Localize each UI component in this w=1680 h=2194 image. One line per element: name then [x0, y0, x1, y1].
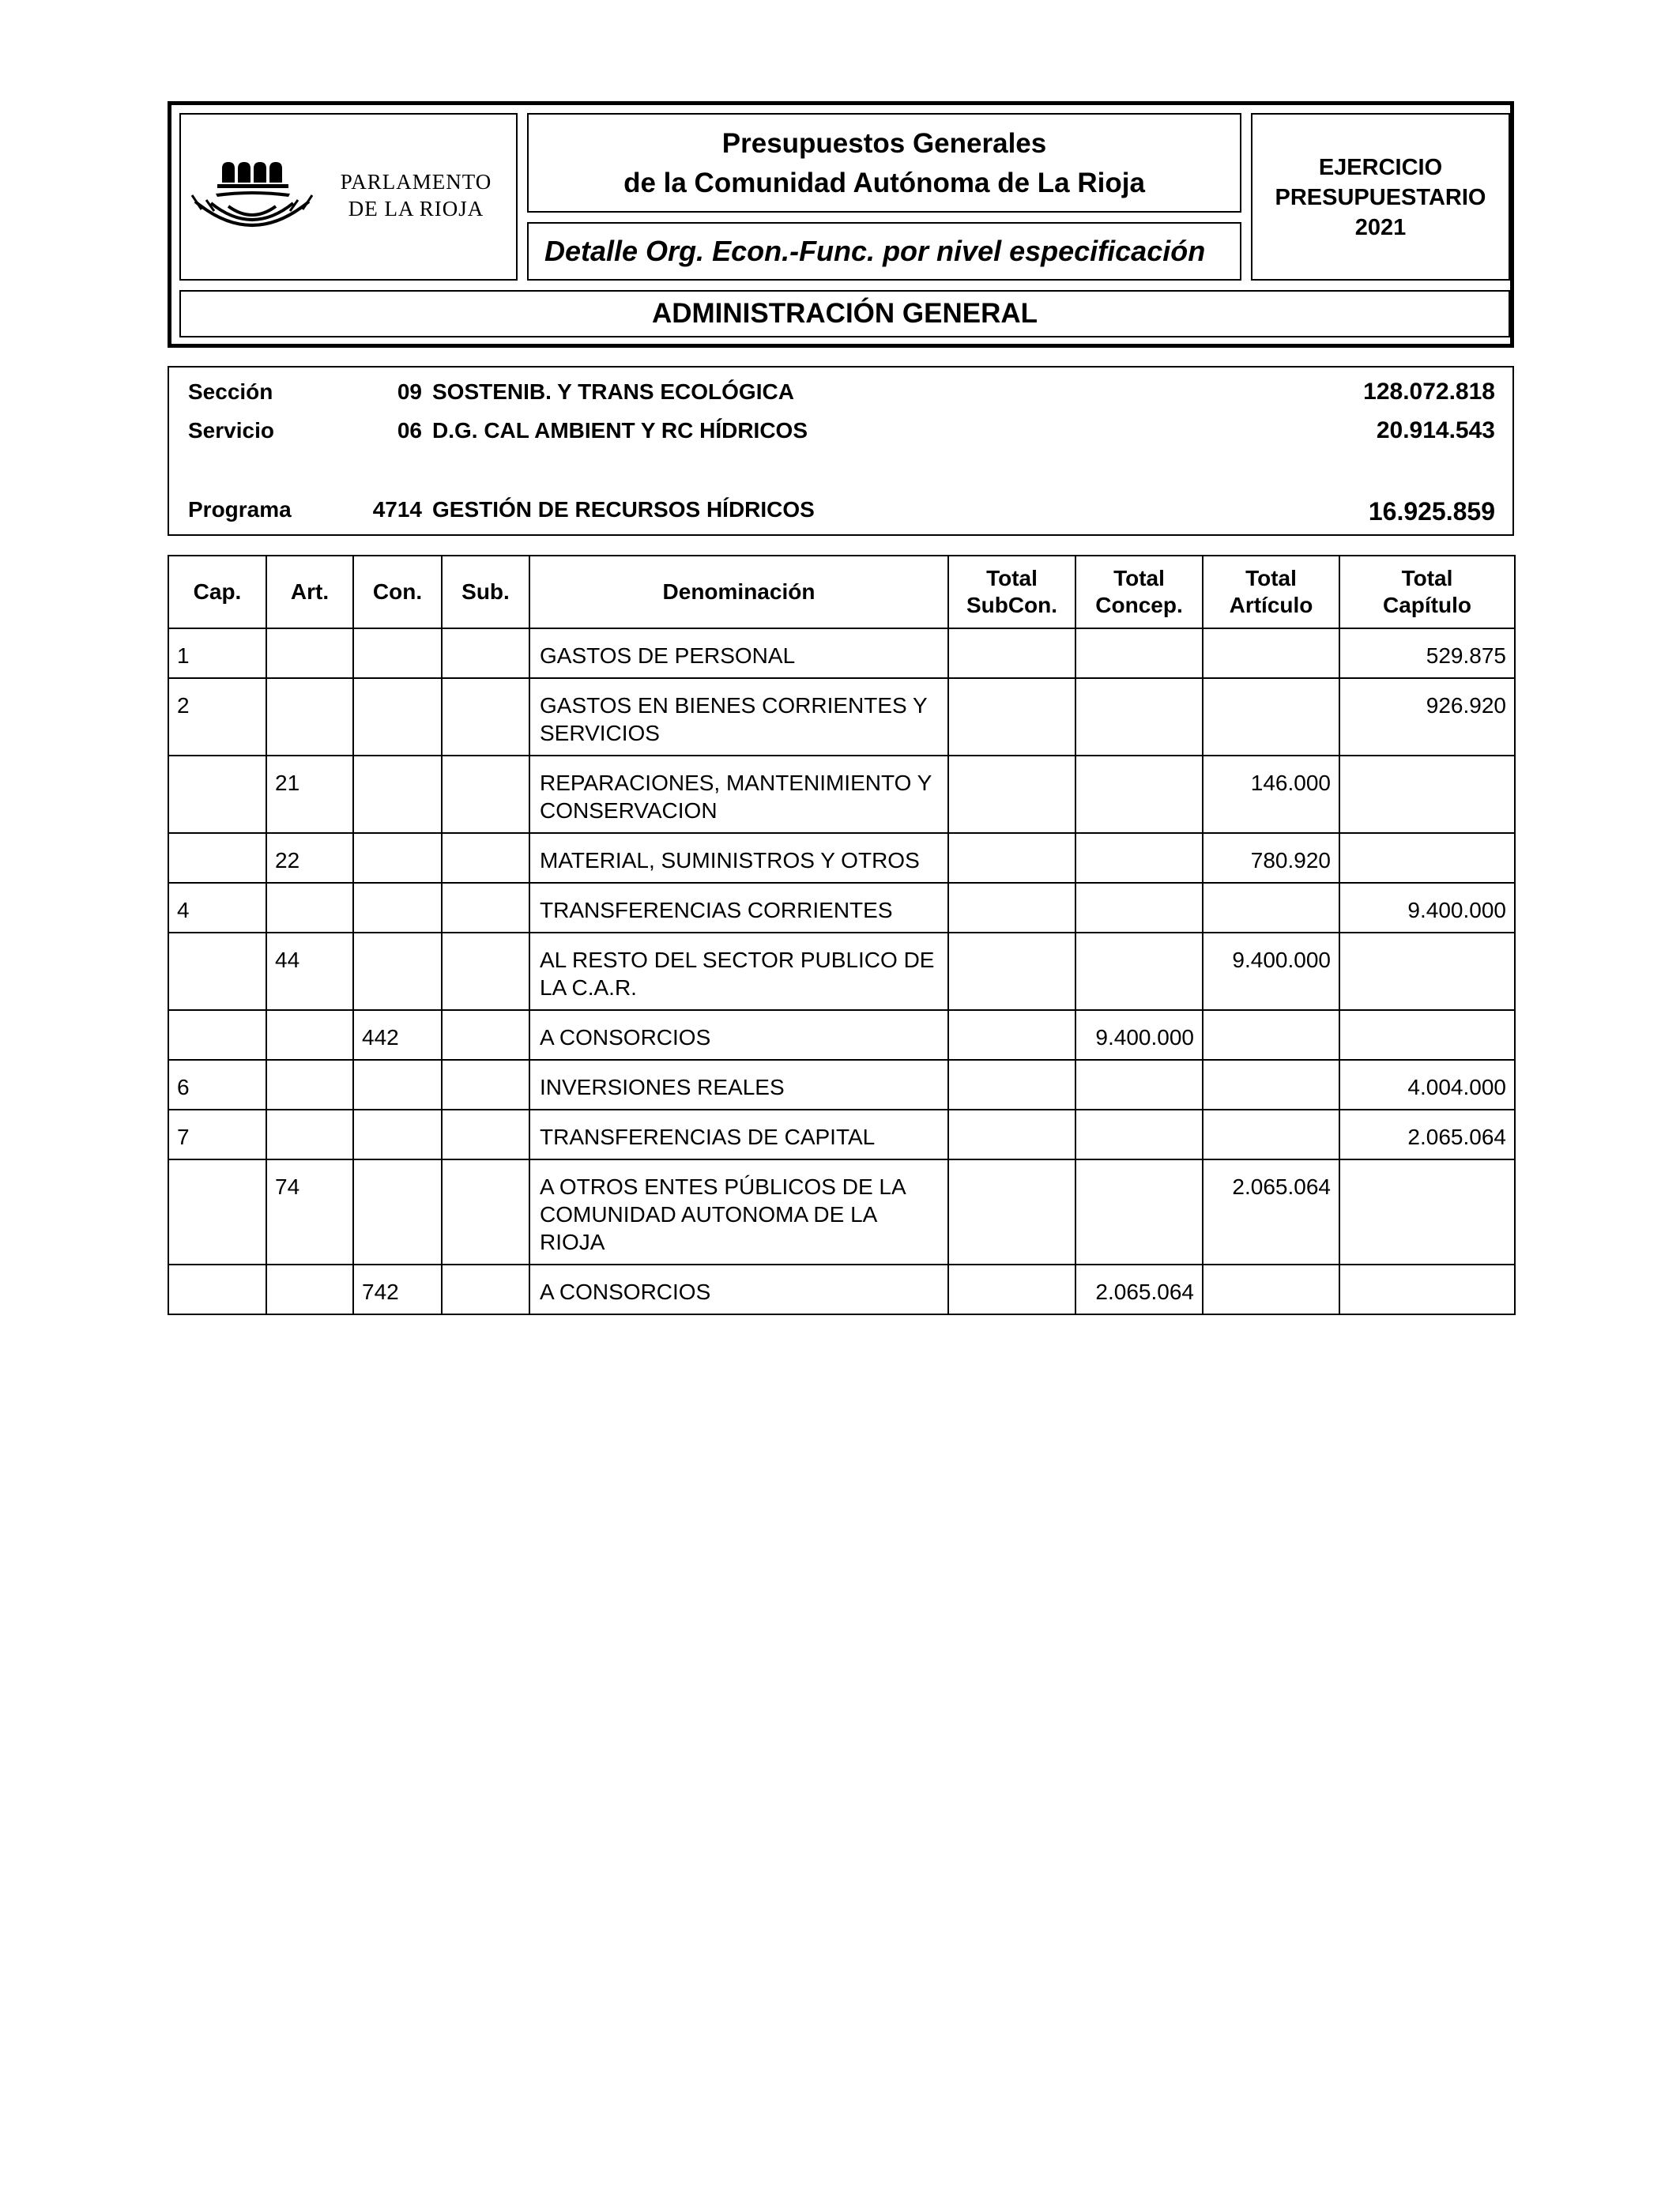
- servicio-label: Servicio: [188, 418, 274, 443]
- title-line1: Presupuestos Generales: [721, 128, 1047, 159]
- cell-total-articulo: [1203, 1060, 1339, 1110]
- cell-cap: 6: [168, 1060, 266, 1110]
- cell-total-capitulo: 4.004.000: [1339, 1060, 1515, 1110]
- parliament-name-line1: PARLAMENTO: [340, 170, 492, 194]
- cell-total-articulo: [1203, 1110, 1339, 1159]
- table-row: [168, 1010, 1515, 1060]
- cell-total-concep: [1075, 756, 1203, 833]
- cell-total-articulo: [1203, 1010, 1339, 1060]
- cell-total-concep: [1075, 678, 1203, 756]
- cell-denominacion: INVERSIONES REALES: [529, 1060, 948, 1110]
- ejercicio-box: [1251, 113, 1510, 281]
- cell-sub: [442, 1010, 529, 1060]
- col-header-con: Con.: [353, 556, 442, 628]
- logo-box: [179, 113, 518, 281]
- presupuestario-label: PRESUPUESTARIO: [1275, 185, 1486, 210]
- cell-total-subcon: [948, 1265, 1075, 1314]
- cell-art: 21: [266, 756, 353, 833]
- cell-cap: [168, 1010, 266, 1060]
- cell-total-subcon: [948, 833, 1075, 883]
- cell-total-concep: 9.400.000: [1075, 1010, 1203, 1060]
- cell-total-capitulo: 529.875: [1339, 628, 1515, 678]
- cell-cap: [168, 1159, 266, 1265]
- cell-cap: [168, 1265, 266, 1314]
- cell-art: [266, 678, 353, 756]
- cell-total-concep: [1075, 628, 1203, 678]
- cell-sub: [442, 678, 529, 756]
- cell-total-articulo: 146.000: [1203, 756, 1339, 833]
- parliament-name-line2: DE LA RIOJA: [348, 197, 484, 221]
- cell-cap: [168, 756, 266, 833]
- cell-total-capitulo: [1339, 1010, 1515, 1060]
- cell-total-capitulo: 926.920: [1339, 678, 1515, 756]
- cell-denominacion: AL RESTO DEL SECTOR PUBLICO DE LA C.A.R.: [529, 933, 948, 1010]
- cell-total-articulo: 780.920: [1203, 833, 1339, 883]
- cell-sub: [442, 1060, 529, 1110]
- cell-total-capitulo: 9.400.000: [1339, 883, 1515, 933]
- cell-denominacion: GASTOS EN BIENES CORRIENTES Y SERVICIOS: [529, 678, 948, 756]
- cell-total-concep: [1075, 1159, 1203, 1265]
- cell-total-subcon: [948, 883, 1075, 933]
- cell-cap: [168, 933, 266, 1010]
- table-row: [168, 756, 1515, 833]
- cell-sub: [442, 628, 529, 678]
- cell-total-subcon: [948, 933, 1075, 1010]
- cell-con: [353, 628, 442, 678]
- programa-label: Programa: [188, 497, 292, 522]
- cell-total-articulo: [1203, 883, 1339, 933]
- table-row: [168, 1060, 1515, 1110]
- cell-con: [353, 933, 442, 1010]
- table-row: [168, 883, 1515, 933]
- table-row: [168, 678, 1515, 756]
- cell-total-concep: [1075, 1110, 1203, 1159]
- cell-denominacion: MATERIAL, SUMINISTROS Y OTROS: [529, 833, 948, 883]
- admin-title: ADMINISTRACIÓN GENERAL: [651, 298, 1038, 329]
- col-header-denominacion: Denominación: [529, 556, 948, 628]
- cell-con: [353, 1110, 442, 1159]
- document-header: [168, 101, 1514, 348]
- table-row: [168, 628, 1515, 678]
- cell-art: [266, 628, 353, 678]
- seccion-code: 09: [397, 379, 422, 404]
- cell-art: [266, 1110, 353, 1159]
- cell-total-capitulo: [1339, 1159, 1515, 1265]
- servicio-code: 06: [397, 418, 422, 443]
- seccion-amount: 128.072.818: [1363, 379, 1495, 405]
- cell-cap: 1: [168, 628, 266, 678]
- cell-total-capitulo: [1339, 933, 1515, 1010]
- cell-sub: [442, 1265, 529, 1314]
- table-row: [168, 1265, 1515, 1314]
- cell-art: 74: [266, 1159, 353, 1265]
- col-header-art: Art.: [266, 556, 353, 628]
- cell-con: [353, 678, 442, 756]
- cell-total-subcon: [948, 1010, 1075, 1060]
- cell-cap: [168, 833, 266, 883]
- cell-cap: 7: [168, 1110, 266, 1159]
- cell-sub: [442, 756, 529, 833]
- table-header-row: [168, 556, 1515, 628]
- budget-table: [168, 555, 1516, 1315]
- cell-art: 22: [266, 833, 353, 883]
- col-header-total-capitulo: Total Capítulo: [1339, 556, 1515, 628]
- cell-sub: [442, 1159, 529, 1265]
- cell-con: 442: [353, 1010, 442, 1060]
- cell-total-subcon: [948, 756, 1075, 833]
- cell-total-capitulo: [1339, 833, 1515, 883]
- cell-total-capitulo: 2.065.064: [1339, 1110, 1515, 1159]
- cell-total-concep: [1075, 883, 1203, 933]
- cell-total-capitulo: [1339, 1265, 1515, 1314]
- cell-denominacion: A CONSORCIOS: [529, 1265, 948, 1314]
- cell-con: [353, 756, 442, 833]
- budget-info-block: [168, 366, 1514, 536]
- programa-code: 4714: [372, 497, 422, 522]
- cell-total-articulo: 2.065.064: [1203, 1159, 1339, 1265]
- cell-total-subcon: [948, 678, 1075, 756]
- col-header-total-concep: Total Concep.: [1075, 556, 1203, 628]
- cell-total-concep: [1075, 833, 1203, 883]
- cell-denominacion: A CONSORCIOS: [529, 1010, 948, 1060]
- seccion-name: SOSTENIB. Y TRANS ECOLÓGICA: [432, 379, 794, 404]
- cell-total-articulo: 9.400.000: [1203, 933, 1339, 1010]
- cell-total-subcon: [948, 628, 1075, 678]
- cell-sub: [442, 933, 529, 1010]
- cell-art: [266, 1265, 353, 1314]
- programa-amount: 16.925.859: [1368, 497, 1495, 526]
- cell-total-articulo: [1203, 628, 1339, 678]
- cell-cap: 4: [168, 883, 266, 933]
- cell-denominacion: REPARACIONES, MANTENIMIENTO Y CONSERVACION: [529, 756, 948, 833]
- cell-art: [266, 1010, 353, 1060]
- cell-denominacion: A OTROS ENTES PÚBLICOS DE LA COMUNIDAD AUTONOMA DE LA RIOJA: [529, 1159, 948, 1265]
- cell-total-subcon: [948, 1110, 1075, 1159]
- cell-con: [353, 883, 442, 933]
- cell-sub: [442, 883, 529, 933]
- seccion-label: Sección: [188, 379, 273, 404]
- cell-sub: [442, 1110, 529, 1159]
- cell-denominacion: GASTOS DE PERSONAL: [529, 628, 948, 678]
- table-row: [168, 1159, 1515, 1265]
- table-row: [168, 1110, 1515, 1159]
- cell-total-concep: [1075, 1060, 1203, 1110]
- col-header-cap: Cap.: [168, 556, 266, 628]
- cell-con: [353, 833, 442, 883]
- cell-total-concep: [1075, 933, 1203, 1010]
- cell-total-subcon: [948, 1159, 1075, 1265]
- title-box: [527, 113, 1241, 213]
- programa-name: GESTIÓN DE RECURSOS HÍDRICOS: [432, 497, 815, 522]
- ejercicio-label: EJERCICIO: [1318, 155, 1443, 180]
- cell-denominacion: TRANSFERENCIAS CORRIENTES: [529, 883, 948, 933]
- cell-con: 742: [353, 1265, 442, 1314]
- cell-total-articulo: [1203, 1265, 1339, 1314]
- parliament-seal-icon: [187, 154, 314, 241]
- col-header-total-subcon: Total SubCon.: [948, 556, 1075, 628]
- cell-sub: [442, 833, 529, 883]
- admin-box: [179, 290, 1510, 337]
- ejercicio-year: 2021: [1354, 215, 1407, 240]
- cell-art: [266, 883, 353, 933]
- cell-cap: 2: [168, 678, 266, 756]
- report-subtitle: Detalle Org. Econ.-Func. por nivel especificación: [544, 235, 1206, 267]
- servicio-amount: 20.914.543: [1376, 417, 1495, 443]
- cell-art: 44: [266, 933, 353, 1010]
- cell-con: [353, 1159, 442, 1265]
- col-header-total-articulo: Total Artículo: [1203, 556, 1339, 628]
- cell-art: [266, 1060, 353, 1110]
- cell-con: [353, 1060, 442, 1110]
- cell-denominacion: TRANSFERENCIAS DE CAPITAL: [529, 1110, 948, 1159]
- cell-total-capitulo: [1339, 756, 1515, 833]
- cell-total-articulo: [1203, 678, 1339, 756]
- table-row: [168, 833, 1515, 883]
- cell-total-subcon: [948, 1060, 1075, 1110]
- servicio-name: D.G. CAL AMBIENT Y RC HÍDRICOS: [432, 418, 808, 443]
- col-header-sub: Sub.: [442, 556, 529, 628]
- title-line2: de la Comunidad Autónoma de La Rioja: [623, 168, 1145, 198]
- subtitle-box: [527, 222, 1241, 281]
- table-row: [168, 933, 1515, 1010]
- cell-total-concep: 2.065.064: [1075, 1265, 1203, 1314]
